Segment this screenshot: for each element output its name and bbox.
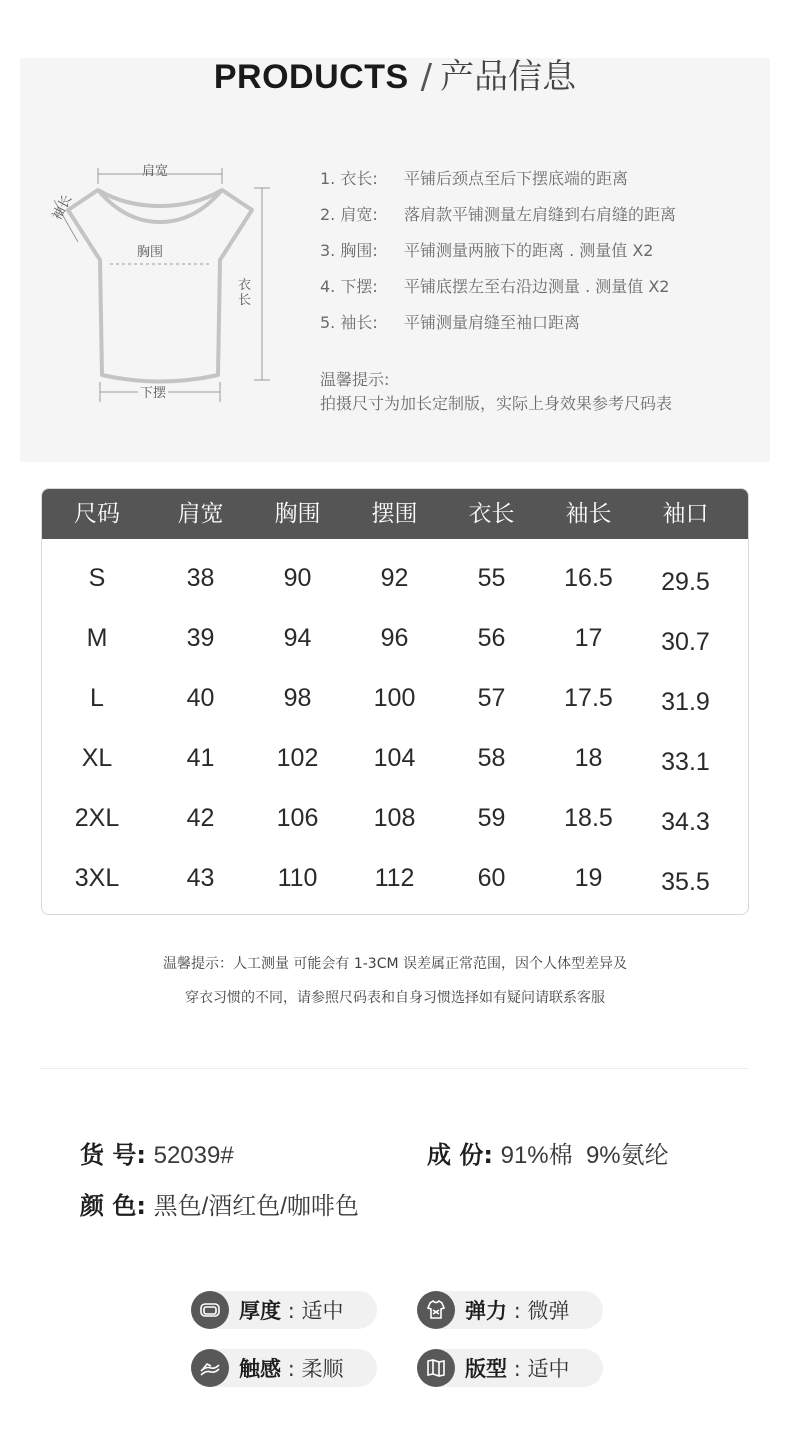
header-cuff: 袖口 bbox=[662, 501, 709, 527]
warm-tip-line-2: 穿衣习惯的不同，请参照尺码表和自身习惯选择如有疑问请联系客服 bbox=[185, 990, 605, 1006]
tshirt-diagram bbox=[40, 160, 280, 410]
table-cell: 102 bbox=[276, 744, 319, 772]
table-cell: 58 bbox=[477, 744, 506, 772]
elasticity-value: 微弹 bbox=[527, 1299, 570, 1323]
table-row bbox=[42, 549, 748, 609]
note-shoulder: 2. 肩宽: 落肩款平铺测量左肩缝到右肩缝的距离 bbox=[320, 205, 677, 224]
tip-title: 温馨提示: bbox=[320, 370, 390, 389]
table-cell: 104 bbox=[373, 744, 416, 772]
item-number bbox=[80, 1138, 234, 1173]
material-value: 91%棉 9%氨纶 bbox=[500, 1142, 669, 1169]
label-shoulder: 肩宽 bbox=[142, 164, 169, 179]
item-number-value: 52039# bbox=[153, 1142, 234, 1169]
table-cell: 108 bbox=[373, 804, 416, 832]
touch-icon bbox=[191, 1349, 229, 1387]
table-cell: 18 bbox=[574, 744, 603, 772]
color bbox=[80, 1189, 359, 1224]
table-cell: 35.5 bbox=[661, 868, 710, 896]
elasticity-key: 弹力 bbox=[465, 1299, 507, 1323]
table-cell: 100 bbox=[373, 684, 416, 712]
thickness-icon bbox=[191, 1291, 229, 1329]
title-zh: 产品信息 bbox=[440, 57, 577, 97]
fit-icon bbox=[417, 1349, 455, 1387]
table-cell: L bbox=[90, 684, 104, 712]
table-cell: 39 bbox=[186, 624, 215, 652]
note-hem: 4. 下摆: 平铺底摆左至右沿边测量 . 测量值 X2 bbox=[320, 277, 670, 296]
color-value: 黑色/酒红色/咖啡色 bbox=[153, 1193, 359, 1220]
header-sleeve: 袖长 bbox=[565, 501, 612, 527]
table-cell: 42 bbox=[186, 804, 215, 832]
table-cell: XL bbox=[81, 744, 113, 772]
fit-key: 版型 bbox=[465, 1357, 507, 1381]
table-cell: 98 bbox=[283, 684, 312, 712]
attribute-fit: 版型 : 适中 bbox=[417, 1349, 603, 1387]
table-cell: 110 bbox=[277, 864, 318, 892]
table-row bbox=[42, 729, 748, 789]
header-chest: 胸围 bbox=[274, 501, 321, 527]
touch-key: 触感 bbox=[239, 1357, 281, 1381]
material bbox=[427, 1138, 669, 1173]
table-row bbox=[42, 609, 748, 669]
table-cell: 17 bbox=[574, 624, 603, 652]
label-sleeve: 袖长 bbox=[49, 192, 76, 223]
table-cell: 16.5 bbox=[564, 564, 613, 592]
attribute-touch: 触感 : 柔顺 bbox=[191, 1349, 377, 1387]
page-title bbox=[0, 54, 790, 100]
note-sleeve: 5. 袖长: 平铺测量肩缝至袖口距离 bbox=[320, 313, 581, 332]
tip-text: 拍摄尺寸为加长定制版，实际上身效果参考尺码表 bbox=[320, 394, 673, 413]
header-length: 衣长 bbox=[468, 501, 515, 527]
label-chest: 胸围 bbox=[137, 245, 164, 260]
measurement-notes bbox=[320, 167, 760, 347]
table-cell: 38 bbox=[186, 564, 215, 592]
thickness-value: 适中 bbox=[301, 1299, 344, 1323]
attribute-thickness: 厚度 : 适中 bbox=[191, 1291, 377, 1329]
table-cell: S bbox=[88, 564, 106, 592]
table-cell: 106 bbox=[276, 804, 319, 832]
header-hem: 摆围 bbox=[371, 501, 418, 527]
warm-tip-line-1: 温馨提示：人工测量 可能会有 1-3CM 误差属正常范围，因个人体型差异及 bbox=[162, 956, 628, 972]
table-cell: 92 bbox=[380, 564, 409, 592]
item-number-label: 货 号: bbox=[80, 1141, 146, 1169]
header-size: 尺码 bbox=[74, 501, 120, 527]
table-cell: 55 bbox=[477, 564, 506, 592]
table-cell: 2XL bbox=[74, 804, 120, 832]
elasticity-icon bbox=[417, 1291, 455, 1329]
table-cell: 43 bbox=[186, 864, 215, 892]
table-cell: 56 bbox=[477, 624, 506, 652]
table-row bbox=[42, 849, 748, 909]
table-cell: 18.5 bbox=[564, 804, 613, 832]
title-en: PRODUCTS bbox=[213, 58, 409, 96]
thickness-key: 厚度 bbox=[239, 1299, 281, 1323]
size-table-header bbox=[42, 489, 748, 539]
table-cell: 34.3 bbox=[661, 808, 710, 836]
touch-value: 柔顺 bbox=[301, 1357, 344, 1381]
attribute-elasticity: 弹力 : 微弹 bbox=[417, 1291, 603, 1329]
table-cell: M bbox=[86, 624, 108, 652]
section-divider bbox=[40, 1068, 748, 1069]
table-cell: 96 bbox=[380, 624, 409, 652]
table-cell: 30.7 bbox=[661, 628, 710, 656]
table-cell: 33.1 bbox=[661, 748, 710, 776]
table-cell: 90 bbox=[283, 564, 312, 592]
fit-value: 适中 bbox=[527, 1357, 570, 1381]
color-label: 颜 色: bbox=[80, 1192, 146, 1220]
table-cell: 19 bbox=[574, 864, 603, 892]
header-shoulder: 肩宽 bbox=[177, 501, 224, 527]
shooting-tip bbox=[320, 368, 672, 416]
table-row bbox=[42, 669, 748, 729]
title-separator: / bbox=[420, 57, 433, 97]
table-cell: 41 bbox=[186, 744, 215, 772]
table-cell: 3XL bbox=[74, 864, 120, 892]
table-row bbox=[42, 789, 748, 849]
size-table bbox=[41, 488, 749, 915]
label-hem: 下摆 bbox=[140, 386, 167, 401]
note-chest: 3. 胸围: 平铺测量两腋下的距离 . 测量值 X2 bbox=[320, 241, 654, 260]
table-cell: 94 bbox=[283, 624, 312, 652]
size-table-body bbox=[42, 539, 748, 909]
table-cell: 57 bbox=[477, 684, 506, 712]
table-cell: 59 bbox=[477, 804, 506, 832]
table-cell: 29.5 bbox=[661, 568, 710, 596]
note-length: 1. 衣长: 平铺后颈点至后下摆底端的距离 bbox=[320, 169, 629, 188]
table-cell: 112 bbox=[374, 864, 415, 892]
material-label: 成 份: bbox=[427, 1141, 493, 1169]
table-cell: 60 bbox=[477, 864, 506, 892]
table-cell: 17.5 bbox=[564, 684, 613, 712]
table-cell: 40 bbox=[186, 684, 215, 712]
label-length: 衣长 bbox=[238, 278, 252, 308]
table-cell: 31.9 bbox=[661, 688, 710, 716]
